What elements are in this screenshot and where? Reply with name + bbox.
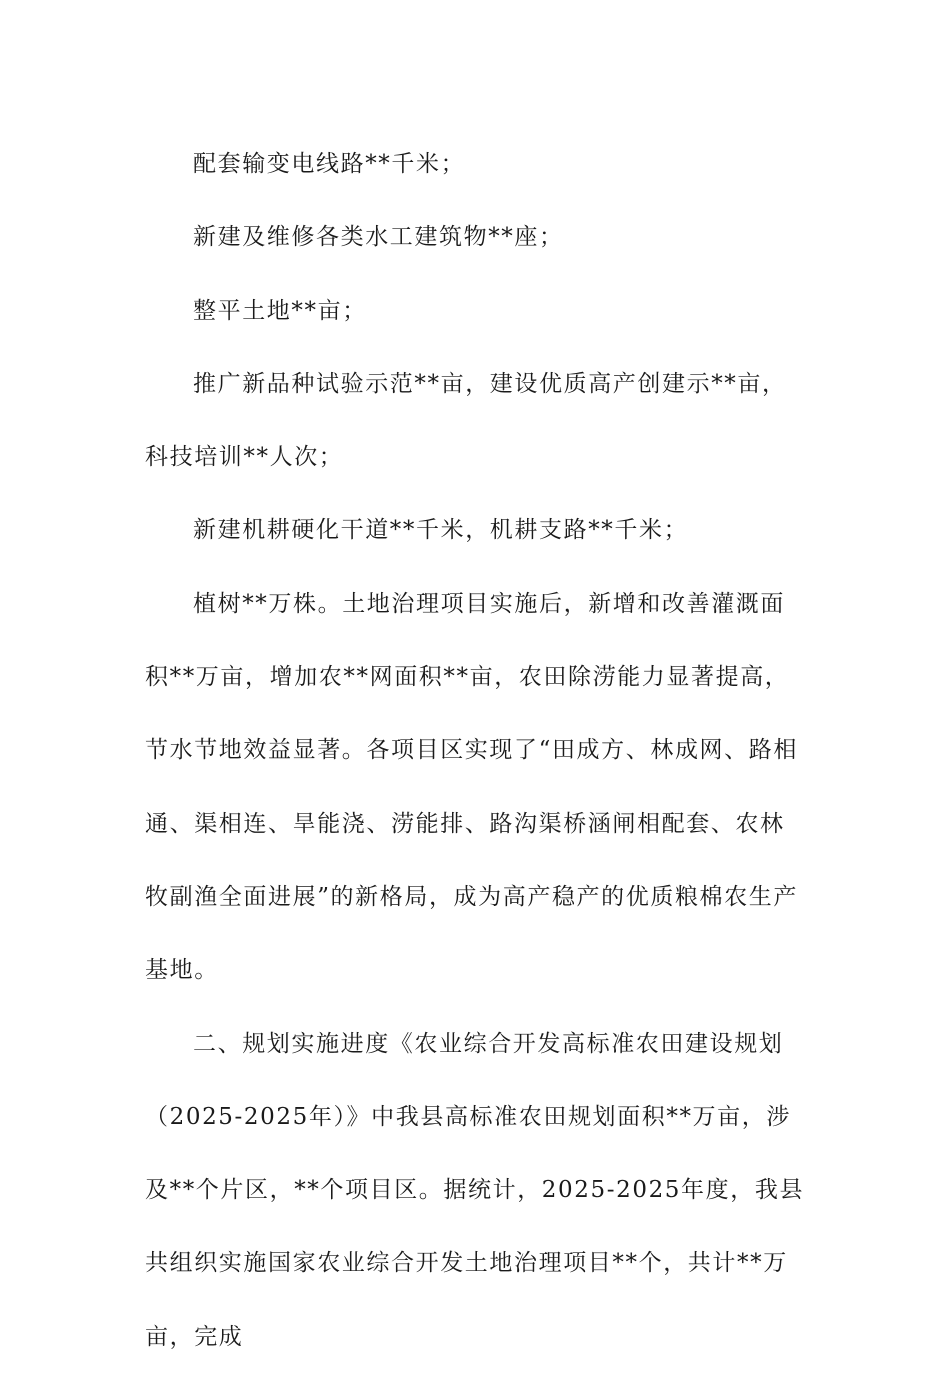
paragraph-tree-planting: 植树**万株。土地治理项目实施后，新增和改善灌溉面积**万亩，增加农**网面积**亩，农田除涝能力显著提高，节水节地效益显著。各项目区实现了“田成方、林成网、路相通、渠相连、旱能浇、涝能排、路沟渠桥涵闸相配套、农林牧副渔全面进展”的新格局，成为高产稳产的优质粮棉农生产基地。 — [145, 590, 798, 984]
document-body — [145, 128, 805, 1374]
paragraph-hydraulic-structures: 新建及维修各类水工建筑物**座； — [193, 224, 564, 251]
paragraph-farm-roads: 新建机耕硬化干道**千米，机耕支路**千米； — [193, 517, 689, 544]
paragraph-variety-demonstration: 推广新品种试验示范**亩，建设优质高产创建示**亩，科技培训**人次； — [145, 370, 787, 471]
paragraph-land-leveling: 整平土地**亩； — [193, 297, 367, 324]
paragraph-power-lines: 配套输变电线路**千米； — [193, 151, 466, 177]
paragraph-planning-progress: 二、规划实施进度《农业综合开发高标准农田建设规划（2025-2025年）》中我县高标准农田规划面积**万亩，涉及**个片区，**个项目区。据统计，2025-2025年度，我县共组织实施国家农业综合开发土地治理项目**个，共计**万亩，完成 — [145, 1030, 805, 1350]
